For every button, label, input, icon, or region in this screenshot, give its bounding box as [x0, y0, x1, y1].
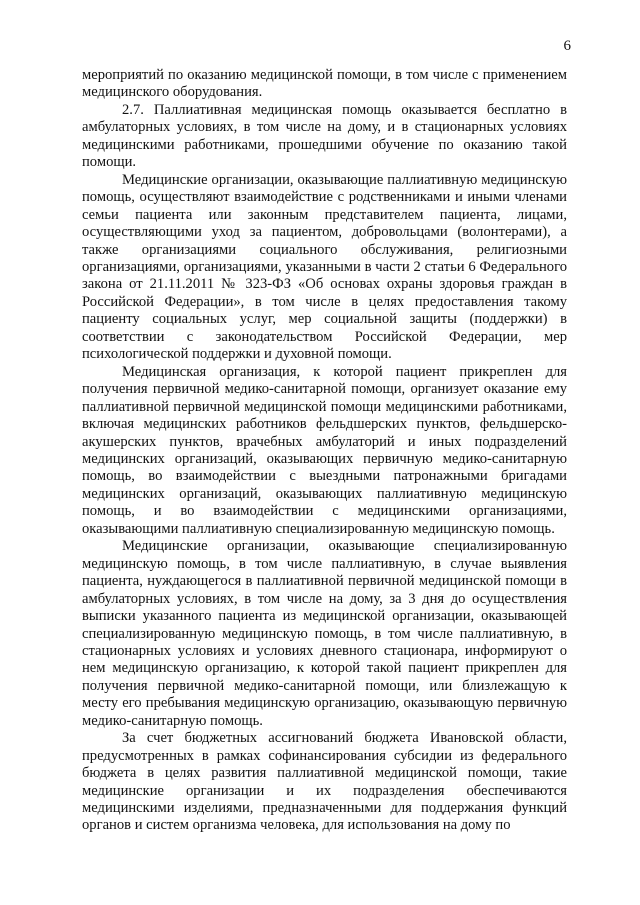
- paragraph-continuation: мероприятий по оказанию медицинской помощи, в том числе с применением медицинского оборудования.: [82, 67, 567, 101]
- paragraph-palliative-interaction: Медицинские организации, оказывающие паллиативную медицинскую помощь, осуществляют взаимодействие с родственниками и иными членами семьи пациента или законным представителем пациента, лицами, осуществляющими уход за пациентом, добровольцами (волонтерами), а также организациями социального обслуживания, религиозными организациями, организациями, указанными в части 2 статьи 6 Федерального закона от 21.11.2011 № 323-ФЗ «Об основах охраны здоровья граждан в Российской Федерации», в том числе в целях предоставления такому пациенту социальных услуг, мер социальной защиты (поддержки) в соответствии с законодательством Российской Федерации, мер психологической поддержки и духовной помощи.: [82, 171, 567, 363]
- page-number: 6: [563, 38, 571, 54]
- paragraph-budget-funding: За счет бюджетных ассигнований бюджета Ивановской области, предусмотренных в рамках софинансирования субсидии из федерального бюджета в целях развития паллиативной медицинской помощи, такие медицинские организации и их подразделения обеспечиваются медицинскими изделиями, предназначенными для поддержания функций органов и систем организма человека, для использования на дому по: [82, 730, 567, 834]
- paragraph-2-7: 2.7. Паллиативная медицинская помощь оказывается бесплатно в амбулаторных условиях, в том числе на дому, и в стационарных условиях медицинскими работниками, прошедшими обучение по оказанию такой помощи.: [82, 101, 567, 171]
- paragraph-primary-care-organization: Медицинская организация, к которой пациент прикреплен для получения первичной медико-санитарной помощи, организует оказание ему паллиативной первичной медицинской помощи медицинскими работниками, включая медицинских работников фельдшерских пунктов, фельдшерско-акушерских пунктов, врачебных амбулаторий и иных подразделений медицинских организаций, оказывающих первичную медико-санитарную помощь, во взаимодействии с выездными патронажными бригадами медицинских организаций, оказывающих паллиативную медицинскую помощь, и во взаимодействии с медицинскими организациями, оказывающими паллиативную специализированную медицинскую помощь.: [82, 363, 567, 537]
- paragraph-specialized-care: Медицинские организации, оказывающие специализированную медицинскую помощь, в том числе паллиативную, в случае выявления пациента, нуждающегося в паллиативной первичной медицинской помощи в амбулаторных условиях, в том числе на дому, за 3 дня до осуществления выписки указанного пациента из медицинской организации, оказывающей специализированную медицинскую помощь, в том числе паллиативную, в стационарных условиях и условиях дневного стационара, информируют о нем медицинскую организацию, к которой такой пациент прикреплен для получения первичной медико-санитарной помощи, или близлежащую к месту его пребывания медицинскую организацию, оказывающую первичную медико-санитарную помощь.: [82, 538, 567, 729]
- document-body: [82, 67, 567, 835]
